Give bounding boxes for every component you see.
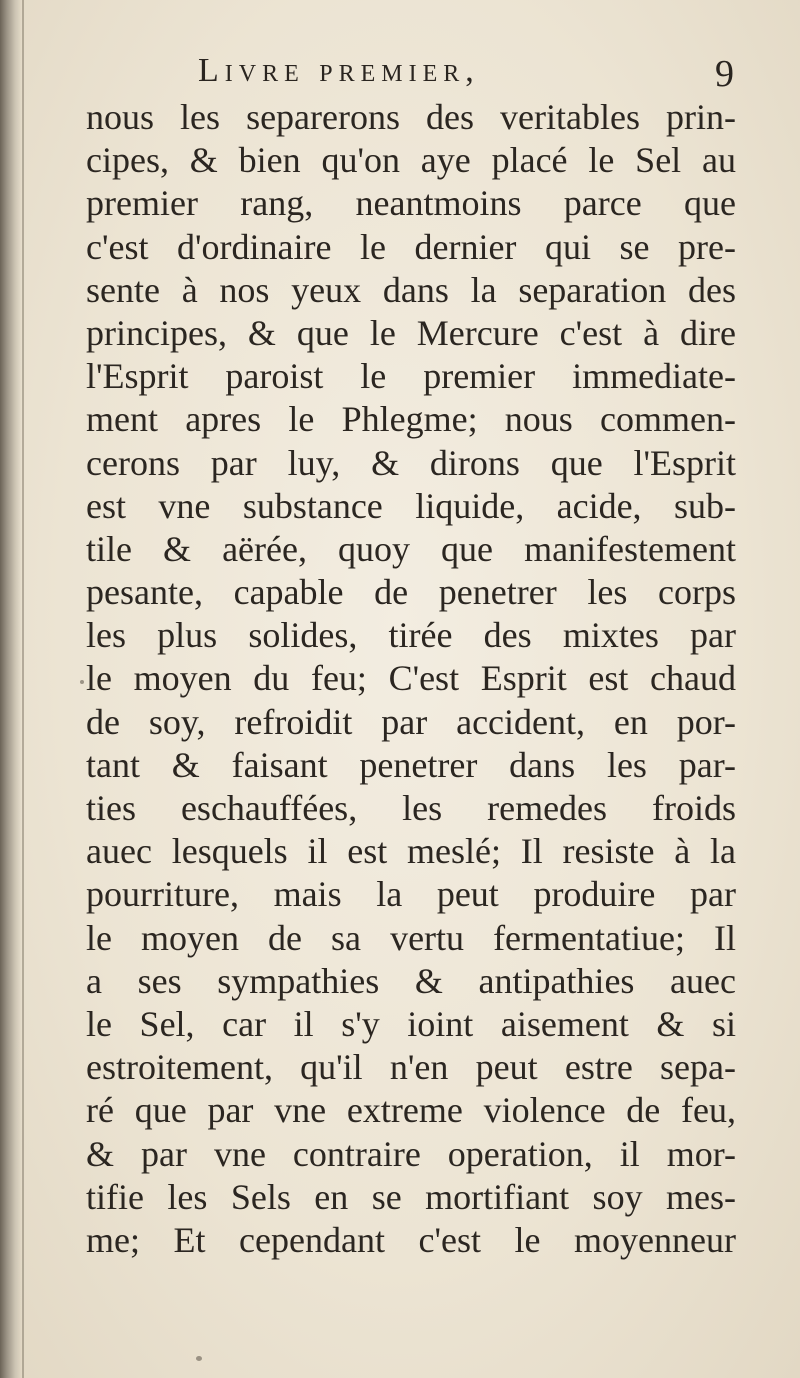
text-line: le moyen de sa vertu fermentatiue; Il: [86, 917, 736, 958]
text-line: estroitement, qu'il n'en peut estre sepa-: [86, 1047, 736, 1088]
text-line: pesante, capable de penetrer les corps: [86, 572, 736, 613]
text-line: tifie les Sels en se mortifiant soy mes-: [86, 1176, 736, 1217]
page-number: 9: [715, 53, 734, 95]
text-line: de soy, refroidit par accident, en por-: [86, 701, 736, 742]
text-line: est vne substance liquide, acide, sub-: [86, 485, 736, 526]
text-line: & par vne contraire operation, il mor-: [86, 1133, 736, 1174]
text-line: nous les separerons des veritables prin-: [86, 97, 736, 137]
text-line: le Sel, car il s'y ioint aisement & si: [86, 1003, 736, 1044]
text-line: le moyen du feu; C'est Esprit est chaud: [86, 658, 736, 699]
text-line: cerons par luy, & dirons que l'Esprit: [86, 442, 736, 483]
text-line: ré que par vne extreme violence de feu,: [86, 1090, 736, 1131]
text-line: premier rang, neantmoins parce que: [86, 183, 736, 224]
ink-speck: [196, 1356, 202, 1361]
text-line: sente à nos yeux dans la separation des: [86, 269, 736, 310]
text-line: principes, & que le Mercure c'est à dire: [86, 312, 736, 353]
text-line: a ses sympathies & antipathies auec: [86, 960, 736, 1001]
running-head: [80, 52, 740, 96]
ink-speck: [80, 680, 84, 684]
text-line: tile & aërée, quoy que manifestement: [86, 528, 736, 569]
body-text: [86, 96, 736, 1262]
text-line: les plus solides, tirée des mixtes par: [86, 615, 736, 656]
text-line: auec lesquels il est meslé; Il resiste à la: [86, 831, 736, 872]
text-line: tant & faisant penetrer dans les par-: [86, 744, 736, 785]
text-line: l'Esprit paroist le premier immediate-: [86, 356, 736, 397]
page-binding-edge: [0, 0, 22, 1378]
text-line: c'est d'ordinaire le dernier qui se pre-: [86, 226, 736, 267]
text-line: ment apres le Phlegme; nous commen-: [86, 399, 736, 440]
text-line: me; Et cependant c'est le moyenneur: [86, 1219, 736, 1260]
text-line: cipes, & bien qu'on aye placé le Sel au: [86, 140, 736, 181]
text-line: ties eschauffées, les remedes froids: [86, 788, 736, 828]
gutter-line: [22, 0, 24, 1378]
running-title: Livre premier,: [198, 52, 480, 89]
text-line: pourriture, mais la peut produire par: [86, 874, 736, 915]
